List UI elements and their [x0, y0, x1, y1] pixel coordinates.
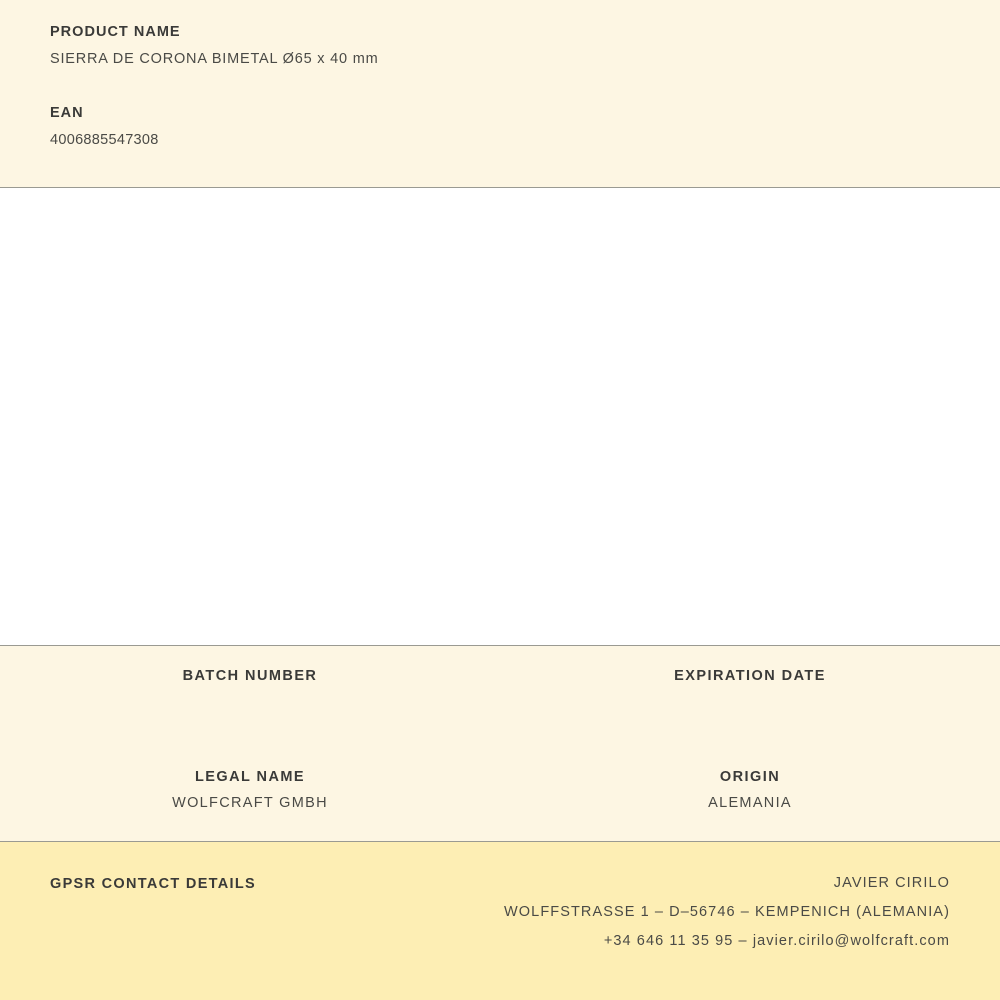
expiration-date-label: EXPIRATION DATE — [674, 668, 826, 684]
origin-label: ORIGIN — [719, 769, 781, 785]
ean-label: EAN — [50, 105, 84, 121]
product-name-label: PRODUCT NAME — [50, 24, 181, 40]
expiration-date-cell — [500, 668, 1000, 712]
legal-name-value: WOLFCRAFT GMBH — [172, 795, 328, 811]
contact-phone-email: +34 646 11 35 95 – javier.cirilo@wolfcraft.com — [603, 933, 950, 949]
product-name-value: SIERRA DE CORONA BIMETAL Ø65 x 40 mm — [50, 51, 379, 67]
product-header-block — [0, 0, 1000, 188]
product-name-field — [50, 24, 950, 67]
gpsr-contact-footer — [0, 842, 1000, 1000]
batch-number-label: BATCH NUMBER — [182, 668, 318, 684]
batch-legal-block — [0, 646, 1000, 842]
gpsr-contact-lines — [504, 875, 950, 949]
contact-name: JAVIER CIRILO — [833, 875, 950, 891]
legal-name-cell — [0, 769, 500, 813]
batch-number-cell — [0, 668, 500, 712]
ean-field — [50, 105, 950, 148]
origin-value: ALEMANIA — [708, 795, 792, 811]
legal-origin-row — [0, 769, 1000, 813]
ean-value: 4006885547308 — [50, 132, 159, 148]
blank-content-area — [0, 188, 1000, 646]
contact-address: WOLFFSTRASSE 1 – D–56746 – KEMPENICH (ALEMANIA) — [504, 904, 950, 920]
expiration-date-value — [500, 694, 1000, 712]
batch-expiration-row — [0, 668, 1000, 712]
origin-cell — [500, 769, 1000, 813]
batch-number-value — [0, 694, 500, 712]
legal-name-label: LEGAL NAME — [194, 769, 306, 785]
gpsr-contact-label: GPSR CONTACT DETAILS — [50, 876, 257, 892]
